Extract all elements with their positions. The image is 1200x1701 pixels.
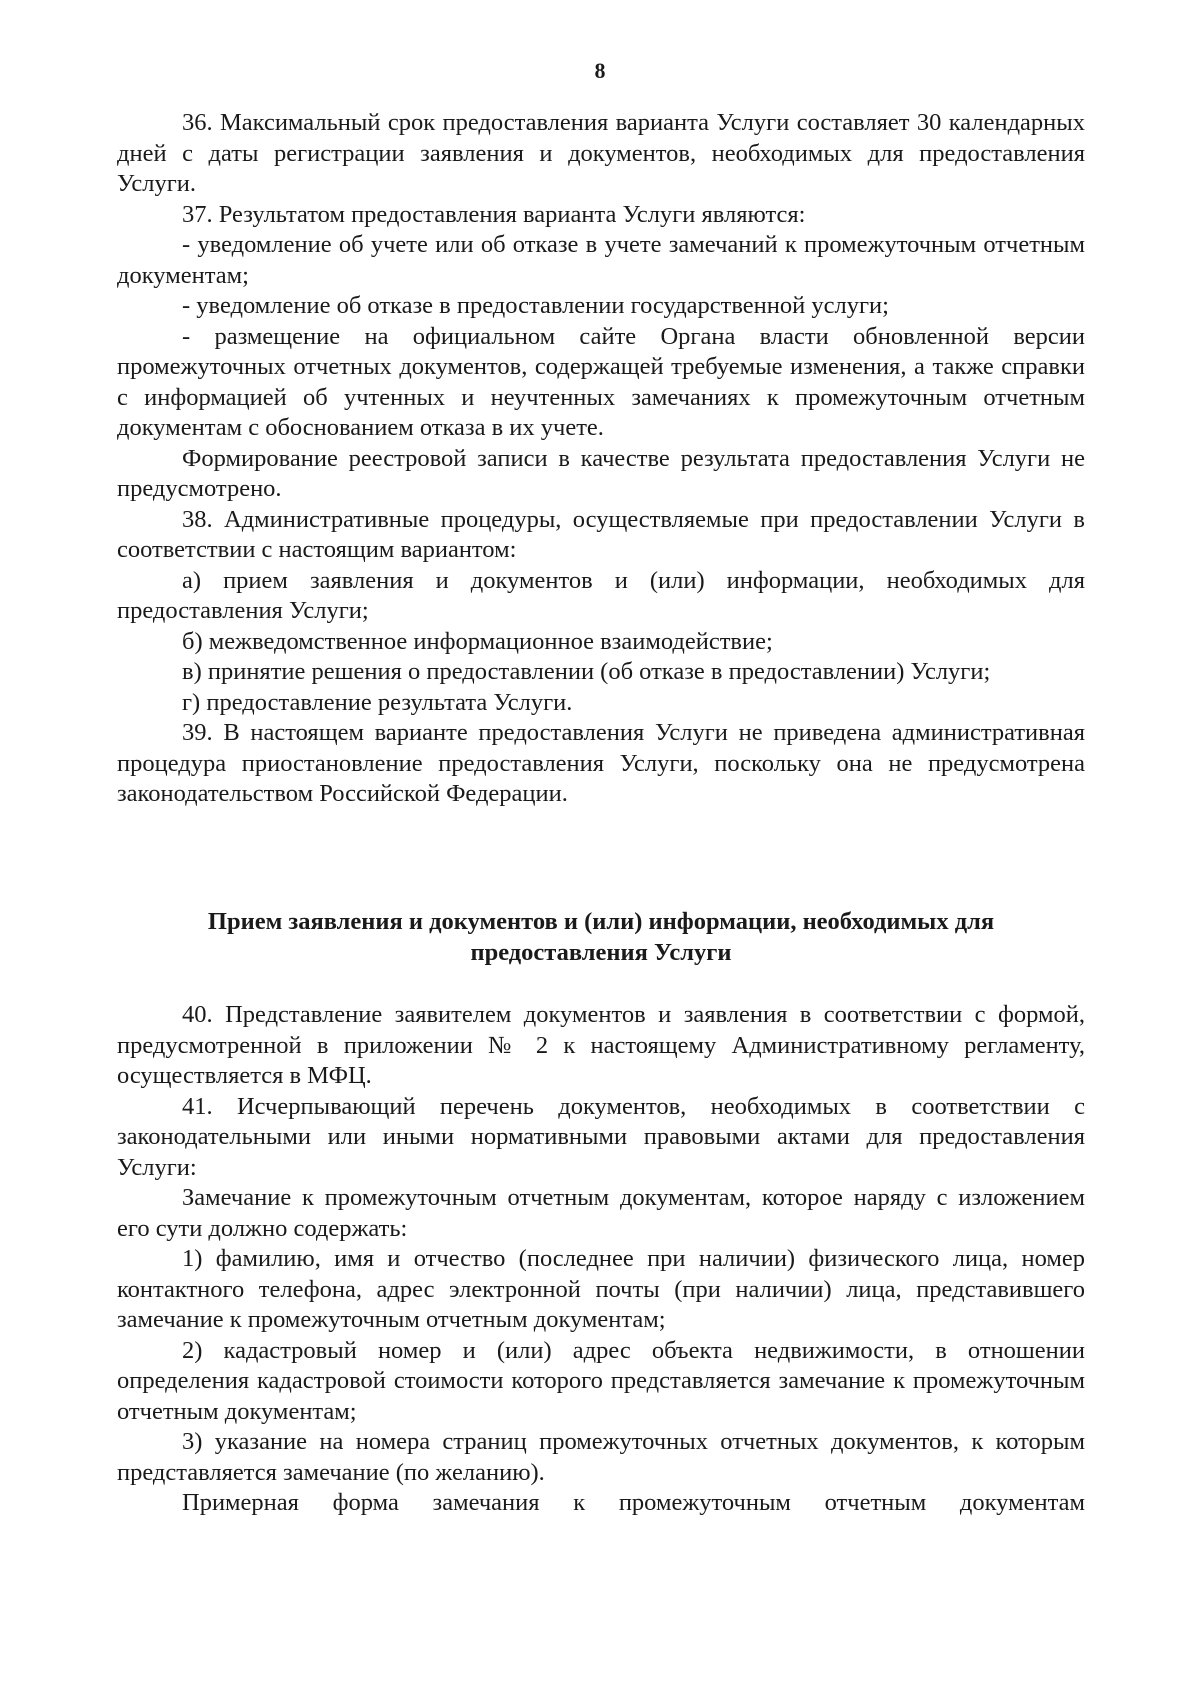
- paragraph-39: 39. В настоящем варианте предоставления Услуги не приведена административная процедура приостановление предоставления Услуги, поскольку она не предусмотрена законодательством Российской Федерации.: [117, 719, 1085, 807]
- list-item-procedure-d: г) предоставление результата Услуги.: [182, 688, 573, 716]
- paragraph-41: 41. Исчерпывающий перечень документов, необходимых в соответствии с законодательными или иными нормативными правовыми актами для предоставления Услуги:: [117, 1092, 1085, 1181]
- list-item-result-2: - уведомление об отказе в предоставлении государственной услуги;: [182, 292, 889, 319]
- paragraph-40: 40. Представление заявителем документов и заявления в соответствии с формой, предусмотренной в приложении № 2 к настоящему Административному регламенту, осуществляется в МФЦ.: [117, 1001, 1085, 1089]
- paragraph-sample-form: Примерная форма замечания к промежуточным отчетным документам: [182, 1489, 1085, 1516]
- list-item-remark-2: 2) кадастровый номер и (или) адрес объекта недвижимости, в отношении определения кадастровой стоимости которого представляется замечание к промежуточным отчетным документам;: [117, 1336, 1085, 1425]
- paragraph-remark-contents: Замечание к промежуточным отчетным документам, которое наряду с изложением его сути должно содержать:: [117, 1184, 1085, 1242]
- paragraph-registry-note: Формирование реестровой записи в качестве результата предоставления Услуги не предусмотрено.: [117, 444, 1085, 502]
- list-item-procedure-a: а) прием заявления и документов и (или) информации, необходимых для предоставления Услуги;: [117, 566, 1085, 624]
- list-item-procedure-c: в) принятие решения о предоставлении (об отказе в предоставлении) Услуги;: [182, 658, 991, 685]
- list-item-result-3: - размещение на официальном сайте Органа власти обновленной версии промежуточных отчетных документов, содержащей требуемые изменения, а также справки с информацией об учтенных и неучтенных замечаниях к промежуточным отчетным документам с обоснованием отказа в их учете.: [117, 322, 1085, 441]
- paragraph-36: 36. Максимальный срок предоставления варианта Услуги составляет 30 календарных дней с даты регистрации заявления и документов, необходимых для предоставления Услуги.: [117, 109, 1085, 197]
- paragraph-37: 37. Результатом предоставления варианта Услуги являются:: [182, 200, 806, 228]
- body-text-block-2: [117, 1000, 1085, 1519]
- page-number: 8: [594, 58, 606, 83]
- list-item-procedure-b: б) межведомственное информационное взаимодействие;: [182, 627, 773, 655]
- section-heading: Прием заявления и документов и (или) информации, необходимых для предоставления Услуги: [207, 908, 995, 966]
- list-item-remark-1: 1) фамилию, имя и отчество (последнее при наличии) физического лица, номер контактного телефона, адрес электронной почты (при наличии) лица, представившего замечание к промежуточным отчетным документам;: [117, 1245, 1085, 1333]
- list-item-remark-3: 3) указание на номера страниц промежуточных отчетных документов, к которым представляется замечание (по желанию).: [117, 1428, 1085, 1486]
- list-item-result-1: - уведомление об учете или об отказе в учете замечаний к промежуточным отчетным документам;: [117, 231, 1085, 289]
- paragraph-38: 38. Административные процедуры, осуществляемые при предоставлении Услуги в соответствии с настоящим вариантом:: [117, 505, 1085, 563]
- body-text-block: [117, 108, 1085, 810]
